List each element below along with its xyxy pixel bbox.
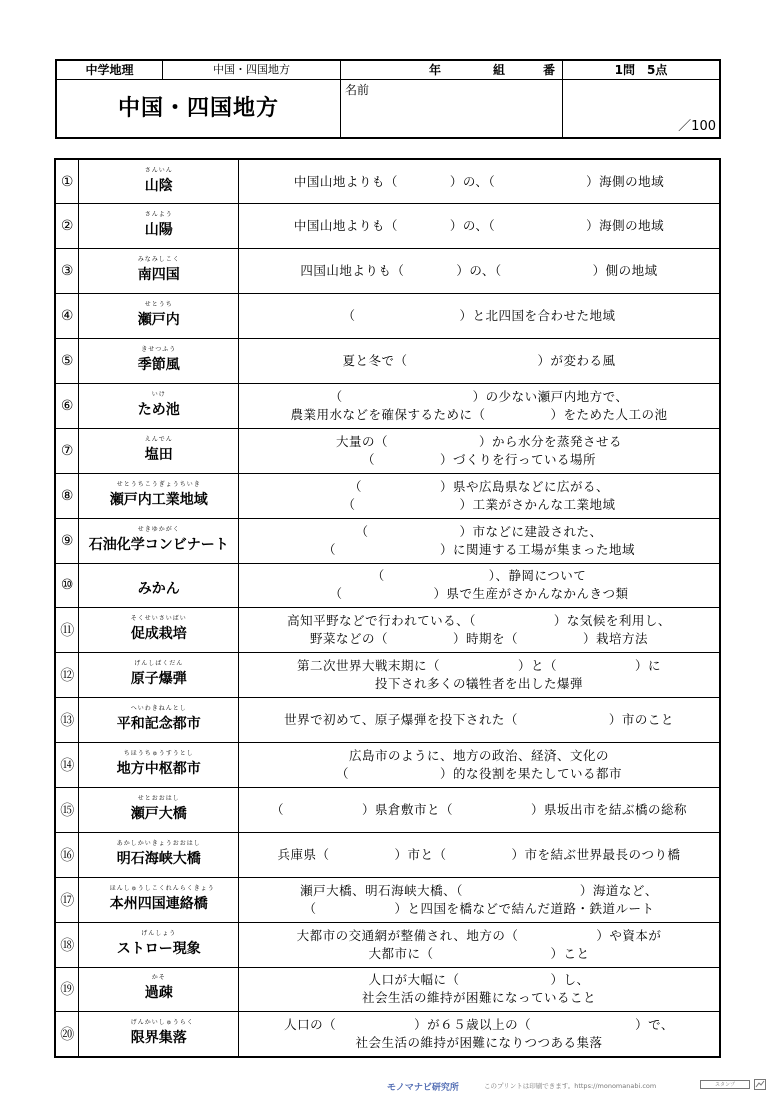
site-logo: モノマナビ研究所: [387, 1083, 459, 1093]
question-term: [79, 383, 239, 428]
question-description[interactable]: [239, 204, 720, 249]
question-number: ⑤: [55, 339, 79, 384]
subject-label: 中学地理: [57, 61, 163, 80]
description-line: （ ）と四国を橋などで結んだ道路・鉄道ルート: [303, 900, 655, 916]
term-text: 促成栽培: [130, 626, 187, 643]
description-line: 社会生活の維持が困難になりつつある集落: [355, 1035, 603, 1051]
description-line: （ ）づくりを行っている場所: [362, 451, 597, 467]
description-line: 人口の（ ）が６５歳以上の（ ）で、: [284, 1017, 674, 1033]
question-term: [79, 922, 239, 967]
term-furigana: みなみしこく: [137, 256, 180, 264]
question-description[interactable]: [239, 653, 720, 698]
score-total: ／100: [678, 119, 716, 134]
page-title: 中国・四国地方: [57, 80, 341, 137]
number-label: 番: [543, 63, 556, 77]
description-line: （ ）県や広島県などに広がる、: [349, 478, 610, 494]
description-line: 瀬戸大橋、明石海峡大橋、（ ）海道など、: [300, 882, 658, 898]
question-number: ⑭: [55, 743, 79, 788]
question-number: ⑱: [55, 922, 79, 967]
worksheet-header: [55, 59, 721, 139]
term-wrap: [145, 213, 173, 239]
question-number: ⑮: [55, 787, 79, 832]
description-line: 投下され多くの犠牲者を出した爆弾: [375, 676, 584, 692]
question-table: [54, 158, 721, 1058]
question-term: [79, 339, 239, 384]
description-line: （ ）工業がさかんな工業地域: [342, 496, 616, 512]
question-number: ②: [55, 204, 79, 249]
term-wrap: [138, 258, 180, 284]
term-wrap: [117, 752, 201, 778]
question-term: [79, 518, 239, 563]
term-furigana: せとおおはし: [137, 794, 180, 802]
question-description[interactable]: [239, 249, 720, 294]
question-row: [55, 743, 720, 788]
question-term: [79, 608, 239, 653]
term-wrap: [138, 303, 180, 329]
description-line: 第二次世界大戦末期に（ ）と（ ）に: [297, 658, 662, 674]
term-text: ため池: [137, 401, 180, 418]
description-line: 夏と冬で（ ）が変わる風: [342, 353, 616, 368]
term-wrap: [138, 348, 180, 374]
term-wrap: [88, 525, 229, 554]
question-number: ⑩: [55, 563, 79, 608]
description-line: 中国山地よりも（ ）の、（ ）海側の地域: [293, 218, 665, 234]
question-number: ⑦: [55, 428, 79, 473]
description-line: 中国山地よりも（ ）の、（ ）海側の地域: [293, 173, 665, 189]
term-furigana: せとうちこうぎょうちいき: [116, 480, 201, 488]
term-furigana: げんかいしゅうらく: [130, 1019, 194, 1027]
term-wrap: [131, 617, 187, 643]
term-furigana: きせつふう: [141, 346, 177, 353]
question-description[interactable]: [239, 877, 720, 922]
description-line: 野菜などの（ ）時期を（ ）栽培方法: [310, 631, 649, 647]
term-furigana: せとうち: [144, 301, 173, 309]
question-number: ⑨: [55, 518, 79, 563]
description-line: 農業用水などを確保するために（ ）をためた人工の池: [290, 406, 668, 422]
term-furigana: さんいん: [144, 166, 173, 174]
question-description[interactable]: [239, 698, 720, 743]
term-text: 石油化学コンビナート: [88, 536, 229, 553]
description-line: （ ）の少ない瀬戸内地方で、: [329, 388, 629, 404]
term-text: 限界集落: [130, 1030, 187, 1047]
description-line: 高知平野などで行われている、（ ）な気候を利用し、: [287, 613, 671, 629]
term-wrap: [137, 390, 180, 419]
question-row: [55, 563, 720, 608]
term-wrap: [116, 929, 201, 958]
question-term: [79, 967, 239, 1012]
term-wrap: [109, 480, 208, 509]
question-row: [55, 608, 720, 653]
question-number: ⑬: [55, 698, 79, 743]
question-number: ③: [55, 249, 79, 294]
description-line: 広島市のように、地方の政治、経済、文化の: [349, 748, 610, 764]
term-furigana: かそ: [151, 974, 166, 982]
question-description[interactable]: [239, 383, 720, 428]
term-text: 瀬戸内工業地域: [109, 491, 208, 508]
term-text: 山陰: [144, 177, 173, 194]
question-description[interactable]: [239, 787, 720, 832]
term-wrap: [116, 839, 201, 868]
term-furigana: あかしかいきょうおおはし: [116, 839, 201, 847]
term-wrap: [130, 1019, 194, 1047]
term-text: 本州四国連絡橋: [109, 895, 208, 912]
description-line: 大都市に（ ）こと: [368, 945, 590, 961]
description-line: （ ）県倉敷市と（ ）県坂出市を結ぶ橋の総称: [271, 801, 688, 817]
question-description[interactable]: [239, 832, 720, 877]
description-line: （ ）に関連する工場が集まった地域: [323, 541, 636, 557]
term-wrap: [131, 662, 187, 688]
name-field[interactable]: [341, 80, 563, 137]
term-text: 瀬戸内: [137, 312, 180, 329]
description-line: 世界で初めて、原子爆弾を投下された（ ）市のこと: [284, 712, 674, 728]
question-term: [79, 249, 239, 294]
question-row: [55, 473, 720, 518]
question-row: [55, 428, 720, 473]
term-wrap: [117, 707, 201, 733]
question-row: [55, 159, 720, 204]
stamp-box: スタンプ: [700, 1080, 750, 1089]
term-text: 季節風: [137, 357, 180, 373]
score-field[interactable]: [563, 80, 719, 137]
term-furigana: せきゆかがく: [137, 525, 180, 533]
question-number: ⑳: [55, 1012, 79, 1057]
question-row: [55, 922, 720, 967]
question-number: ⑯: [55, 832, 79, 877]
question-number: ⑧: [55, 473, 79, 518]
description-line: 四国山地よりも（ ）の、（ ）側の地域: [300, 263, 658, 279]
question-row: [55, 967, 720, 1012]
description-line: （ ）、静岡について: [371, 568, 587, 584]
question-number: ①: [55, 159, 79, 204]
question-row: [55, 204, 720, 249]
term-furigana: えんでん: [144, 435, 173, 443]
question-row: [55, 339, 720, 384]
term-wrap: [144, 435, 173, 464]
topic-label: 中国・四国地方: [163, 61, 341, 80]
description-line: （ ）と北四国を合わせた地域: [342, 308, 616, 324]
term-text: 山陽: [144, 222, 173, 239]
term-text: みかん: [137, 581, 180, 598]
question-row: [55, 787, 720, 832]
site-icon: [754, 1079, 766, 1090]
class-label: 組: [493, 63, 506, 77]
term-text: 原子爆弾: [130, 671, 187, 688]
description-line: （ ）県で生産がさかんなかんきつ類: [329, 586, 629, 602]
term-furigana: いけ: [151, 390, 166, 398]
question-number: ⑥: [55, 383, 79, 428]
question-row: [55, 518, 720, 563]
term-text: 塩田: [144, 446, 173, 463]
question-row: [55, 653, 720, 698]
question-description[interactable]: [239, 428, 720, 473]
term-furigana: げんしばくだん: [134, 660, 184, 668]
question-description[interactable]: [239, 743, 720, 788]
description-line: 社会生活の維持が困難になっていること: [362, 990, 597, 1006]
term-text: 明石海峡大橋: [116, 850, 201, 867]
question-description[interactable]: [239, 159, 720, 204]
term-wrap: [130, 794, 187, 823]
score-rule: 1問 5点: [563, 61, 719, 80]
term-wrap: [138, 572, 180, 598]
term-furigana: さんよう: [144, 211, 173, 219]
question-description[interactable]: [239, 1012, 720, 1057]
question-description[interactable]: [239, 967, 720, 1012]
question-term: [79, 473, 239, 518]
question-description[interactable]: [239, 473, 720, 518]
question-term: [79, 428, 239, 473]
term-furigana: ほんしゅうしこくれんらくきょう: [109, 884, 215, 892]
term-furigana: ちほうちゅうすうとし: [123, 750, 194, 758]
year-label: 年: [429, 63, 442, 77]
question-description[interactable]: [239, 608, 720, 653]
term-furigana: そくせいさいばい: [130, 615, 187, 623]
description-line: （ ）市などに建設された、: [355, 523, 603, 539]
term-text: 地方中枢都市: [116, 761, 201, 778]
term-text: 瀬戸大橋: [130, 805, 187, 822]
question-description[interactable]: [239, 563, 720, 608]
class-field[interactable]: [341, 61, 563, 80]
question-description[interactable]: [239, 518, 720, 563]
question-term: [79, 698, 239, 743]
question-row: [55, 1012, 720, 1057]
question-term: [79, 159, 239, 204]
term-furigana: げんしょう: [141, 929, 177, 937]
question-number: ⑫: [55, 653, 79, 698]
question-term: [79, 743, 239, 788]
question-description[interactable]: [239, 294, 720, 339]
description-line: 兵庫県（ ）市と（ ）市を結ぶ世界最長のつり橋: [277, 846, 681, 862]
question-term: [79, 787, 239, 832]
term-text: 南四国: [137, 267, 180, 284]
term-furigana: へいわきねんとし: [130, 705, 187, 713]
question-number: ⑪: [55, 608, 79, 653]
term-text: ストロー現象: [116, 940, 201, 957]
term-text: 平和記念都市: [116, 716, 201, 733]
description-line: 人口が大幅に（ ）し、: [368, 972, 590, 988]
question-term: [79, 653, 239, 698]
question-description[interactable]: [239, 922, 720, 967]
question-term: [79, 877, 239, 922]
question-row: [55, 249, 720, 294]
question-term: [79, 563, 239, 608]
question-row: [55, 383, 720, 428]
term-wrap: [145, 976, 173, 1002]
description-line: 大量の（ ）から水分を蒸発させる: [336, 433, 623, 449]
description-line: （ ）的な役割を果たしている都市: [336, 766, 623, 782]
term-wrap: [144, 166, 173, 195]
question-row: [55, 294, 720, 339]
question-number: ④: [55, 294, 79, 339]
question-row: [55, 832, 720, 877]
term-wrap: [109, 884, 215, 913]
question-term: [79, 1012, 239, 1057]
question-number: ⑰: [55, 877, 79, 922]
question-term: [79, 294, 239, 339]
question-number: ⑲: [55, 967, 79, 1012]
name-label: 名前: [345, 83, 370, 97]
term-text: 過疎: [144, 985, 173, 1002]
footer-note: このプリントは印刷できます。https://monomanabi.com: [484, 1082, 657, 1090]
question-term: [79, 832, 239, 877]
question-row: [55, 877, 720, 922]
question-description[interactable]: [239, 339, 720, 384]
description-line: 大都市の交通網が整備され、地方の（ ）や資本が: [296, 927, 662, 943]
question-term: [79, 204, 239, 249]
question-row: [55, 698, 720, 743]
